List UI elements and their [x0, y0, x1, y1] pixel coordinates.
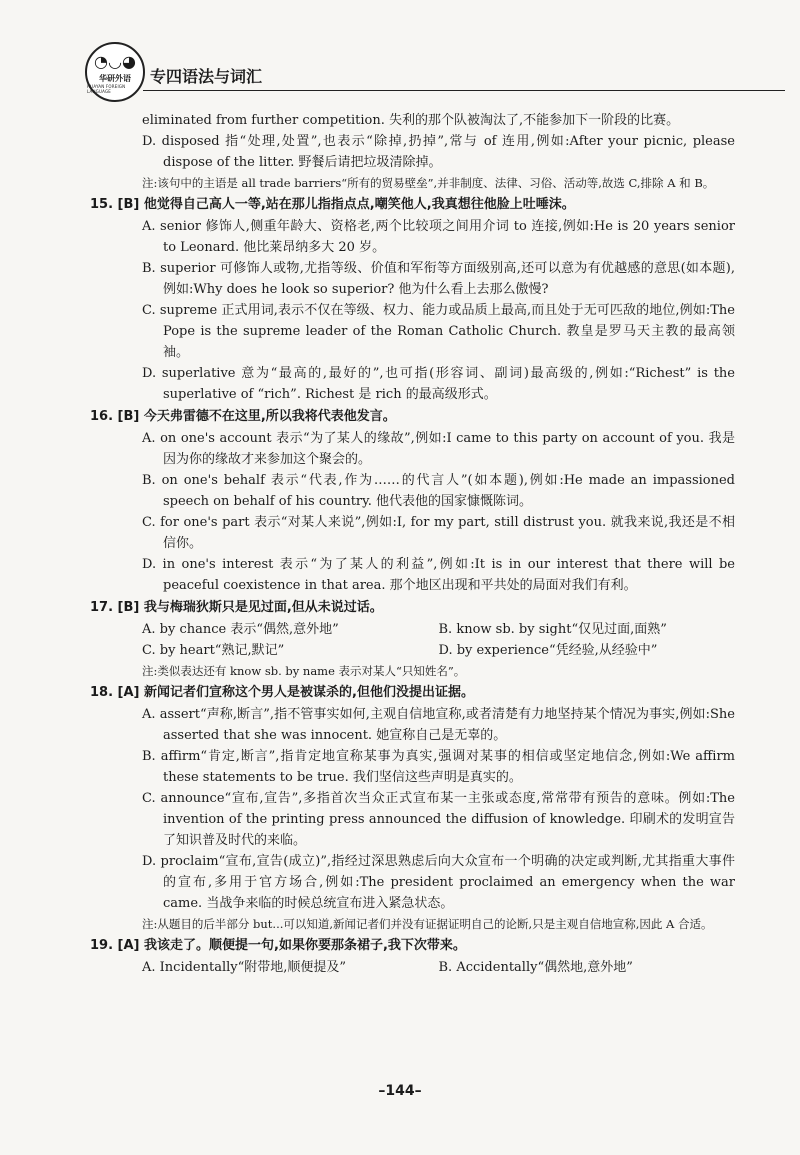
question-heading: 16. [B] 今天弗雷德不在这里,所以我将代表他发言。 [90, 409, 396, 424]
option-explanation: B. on one's behalf 表示“代表,作为……的代言人”(如本题),例如:He made an impassioned speech on behalf of his country. 他代表他的国家慷慨陈词。 [142, 473, 735, 509]
question-heading: 17. [B] 我与梅瑞狄斯只是见过面,但从未说过话。 [90, 600, 383, 615]
option-explanation: D. superlative 意为“最高的,最好的”,也可指(形容词、副词)最高级的,例如:“Richest” is the superlative of “rich”. Richest 是 rich 的最高级形式。 [142, 366, 735, 402]
page-body [90, 110, 735, 978]
option-explanation: B. superior 可修饰人或物,尤指等级、价值和军衔等方面级别高,还可以意为有优越感的意思(如本题),例如:Why does he look so superior? 他为什么看上去那么傲慢? [142, 261, 735, 297]
note: 注:从题目的后半部分 but...可以知道,新闻记者们并没有证据证明自己的论断,只是主观自信地宣称,因此 A 合适。 [142, 917, 713, 931]
logo-subtitle: HUAYAN FOREIGN LANGUAGE [87, 84, 126, 94]
option-a: A. by chance 表示“偶然,意外地” [142, 622, 339, 637]
option-row [90, 957, 735, 978]
option-explanation: B. affirm“肯定,断言”,指肯定地宣称某事为真实,强调对某事的相信或坚定地信念,例如:We affirm these statements to be true. 我们坚信这些声明是真实的。 [142, 749, 735, 785]
option-explanation: C. for one's part 表示“对某人来说”,例如:I, for my part, still distrust you. 就我来说,我还是不相信你。 [142, 515, 735, 551]
publisher-logo [85, 42, 145, 102]
option-b: B. know sb. by sight“仅见过面,面熟” [438, 622, 667, 637]
option-explanation: A. senior 修饰人,侧重年龄大、资格老,两个比较项之间用介词 to 连接,例如:He is 20 years senior to Leonard. 他比莱昂纳多大 20 岁。 [142, 219, 735, 255]
header-rule [143, 90, 785, 91]
option-explanation: D. disposed 指“处理,处置”,也表示“除掉,扔掉”,常与 of 连用,例如:After your picnic, please dispose of the litter. 野餐后请把垃圾清除掉。 [142, 134, 735, 170]
question-heading: 18. [A] 新闻记者们宣称这个男人是被谋杀的,但他们没提出证据。 [90, 685, 474, 700]
option-a: A. Incidentally“附带地,顺便提及” [142, 960, 347, 975]
option-row [90, 619, 735, 640]
option-d: D. by experience“凭经验,从经验中” [438, 643, 658, 658]
option-explanation: D. in one's interest 表示“为了某人的利益”,例如:It is in our interest that there will be peaceful coexistence in that area. 那个地区出现和平共处的局面对我们有利。 [142, 557, 735, 593]
logo-name: 华研外语 [99, 74, 131, 83]
option-c: C. by heart“熟记,默记” [142, 643, 285, 658]
option-explanation: C. supreme 正式用词,表示不仅在等级、权力、能力或品质上最高,而且处于无可匹敌的地位,例如:The Pope is the supreme leader of the Roman Catholic Church. 教皇是罗马天主教的最高领袖。 [142, 303, 735, 360]
question-heading: 19. [A] 我该走了。顺便提一句,如果你要那条裙子,我下次带来。 [90, 938, 466, 953]
series-title: 专四语法与词汇 [150, 67, 263, 86]
option-explanation: D. proclaim“宣布,宣告(成立)”,指经过深思熟虑后向大众宣布一个明确的决定或判断,尤其指重大事件的宣布,多用于官方场合,例如:The president proclaimed an emergency when the war came. 当战争来临的时候总统宣布进入紧急状态。 [142, 854, 735, 911]
option-b: B. Accidentally“偶然地,意外地” [438, 960, 633, 975]
page-header [85, 42, 785, 98]
option-explanation: A. assert“声称,断言”,指不管事实如何,主观自信地宣称,或者清楚有力地坚持某个情况为事实,例如:She asserted that she was innocent. 她宣称自己是无辜的。 [142, 707, 735, 743]
owl-icon: ◔◡◕ [94, 52, 136, 71]
text-line: eliminated from further competition. 失利的那个队被淘汰了,不能参加下一阶段的比赛。 [142, 113, 680, 128]
option-row [90, 640, 735, 661]
page-number: –144– [378, 1083, 422, 1099]
note: 注:类似表达还有 know sb. by name 表示对某人“只知姓名”。 [142, 664, 466, 678]
option-explanation: C. announce“宣布,宣告”,多指首次当众正式宣布某一主张或态度,常常带有预告的意味。例如:The invention of the printing press announced the diffusion of knowledge. 印刷术的发明宣告了知识普及时代的来临。 [142, 791, 735, 848]
option-explanation: A. on one's account 表示“为了某人的缘故”,例如:I came to this party on account of you. 我是因为你的缘故才来参加这个聚会的。 [142, 431, 735, 467]
question-heading: 15. [B] 他觉得自己高人一等,站在那儿指指点点,嘲笑他人,我真想往他脸上吐唾沫。 [90, 197, 575, 212]
note: 注:该句中的主语是 all trade barriers“所有的贸易壁垒”,并非制度、法律、习俗、活动等,故选 C,排除 A 和 B。 [142, 176, 715, 190]
